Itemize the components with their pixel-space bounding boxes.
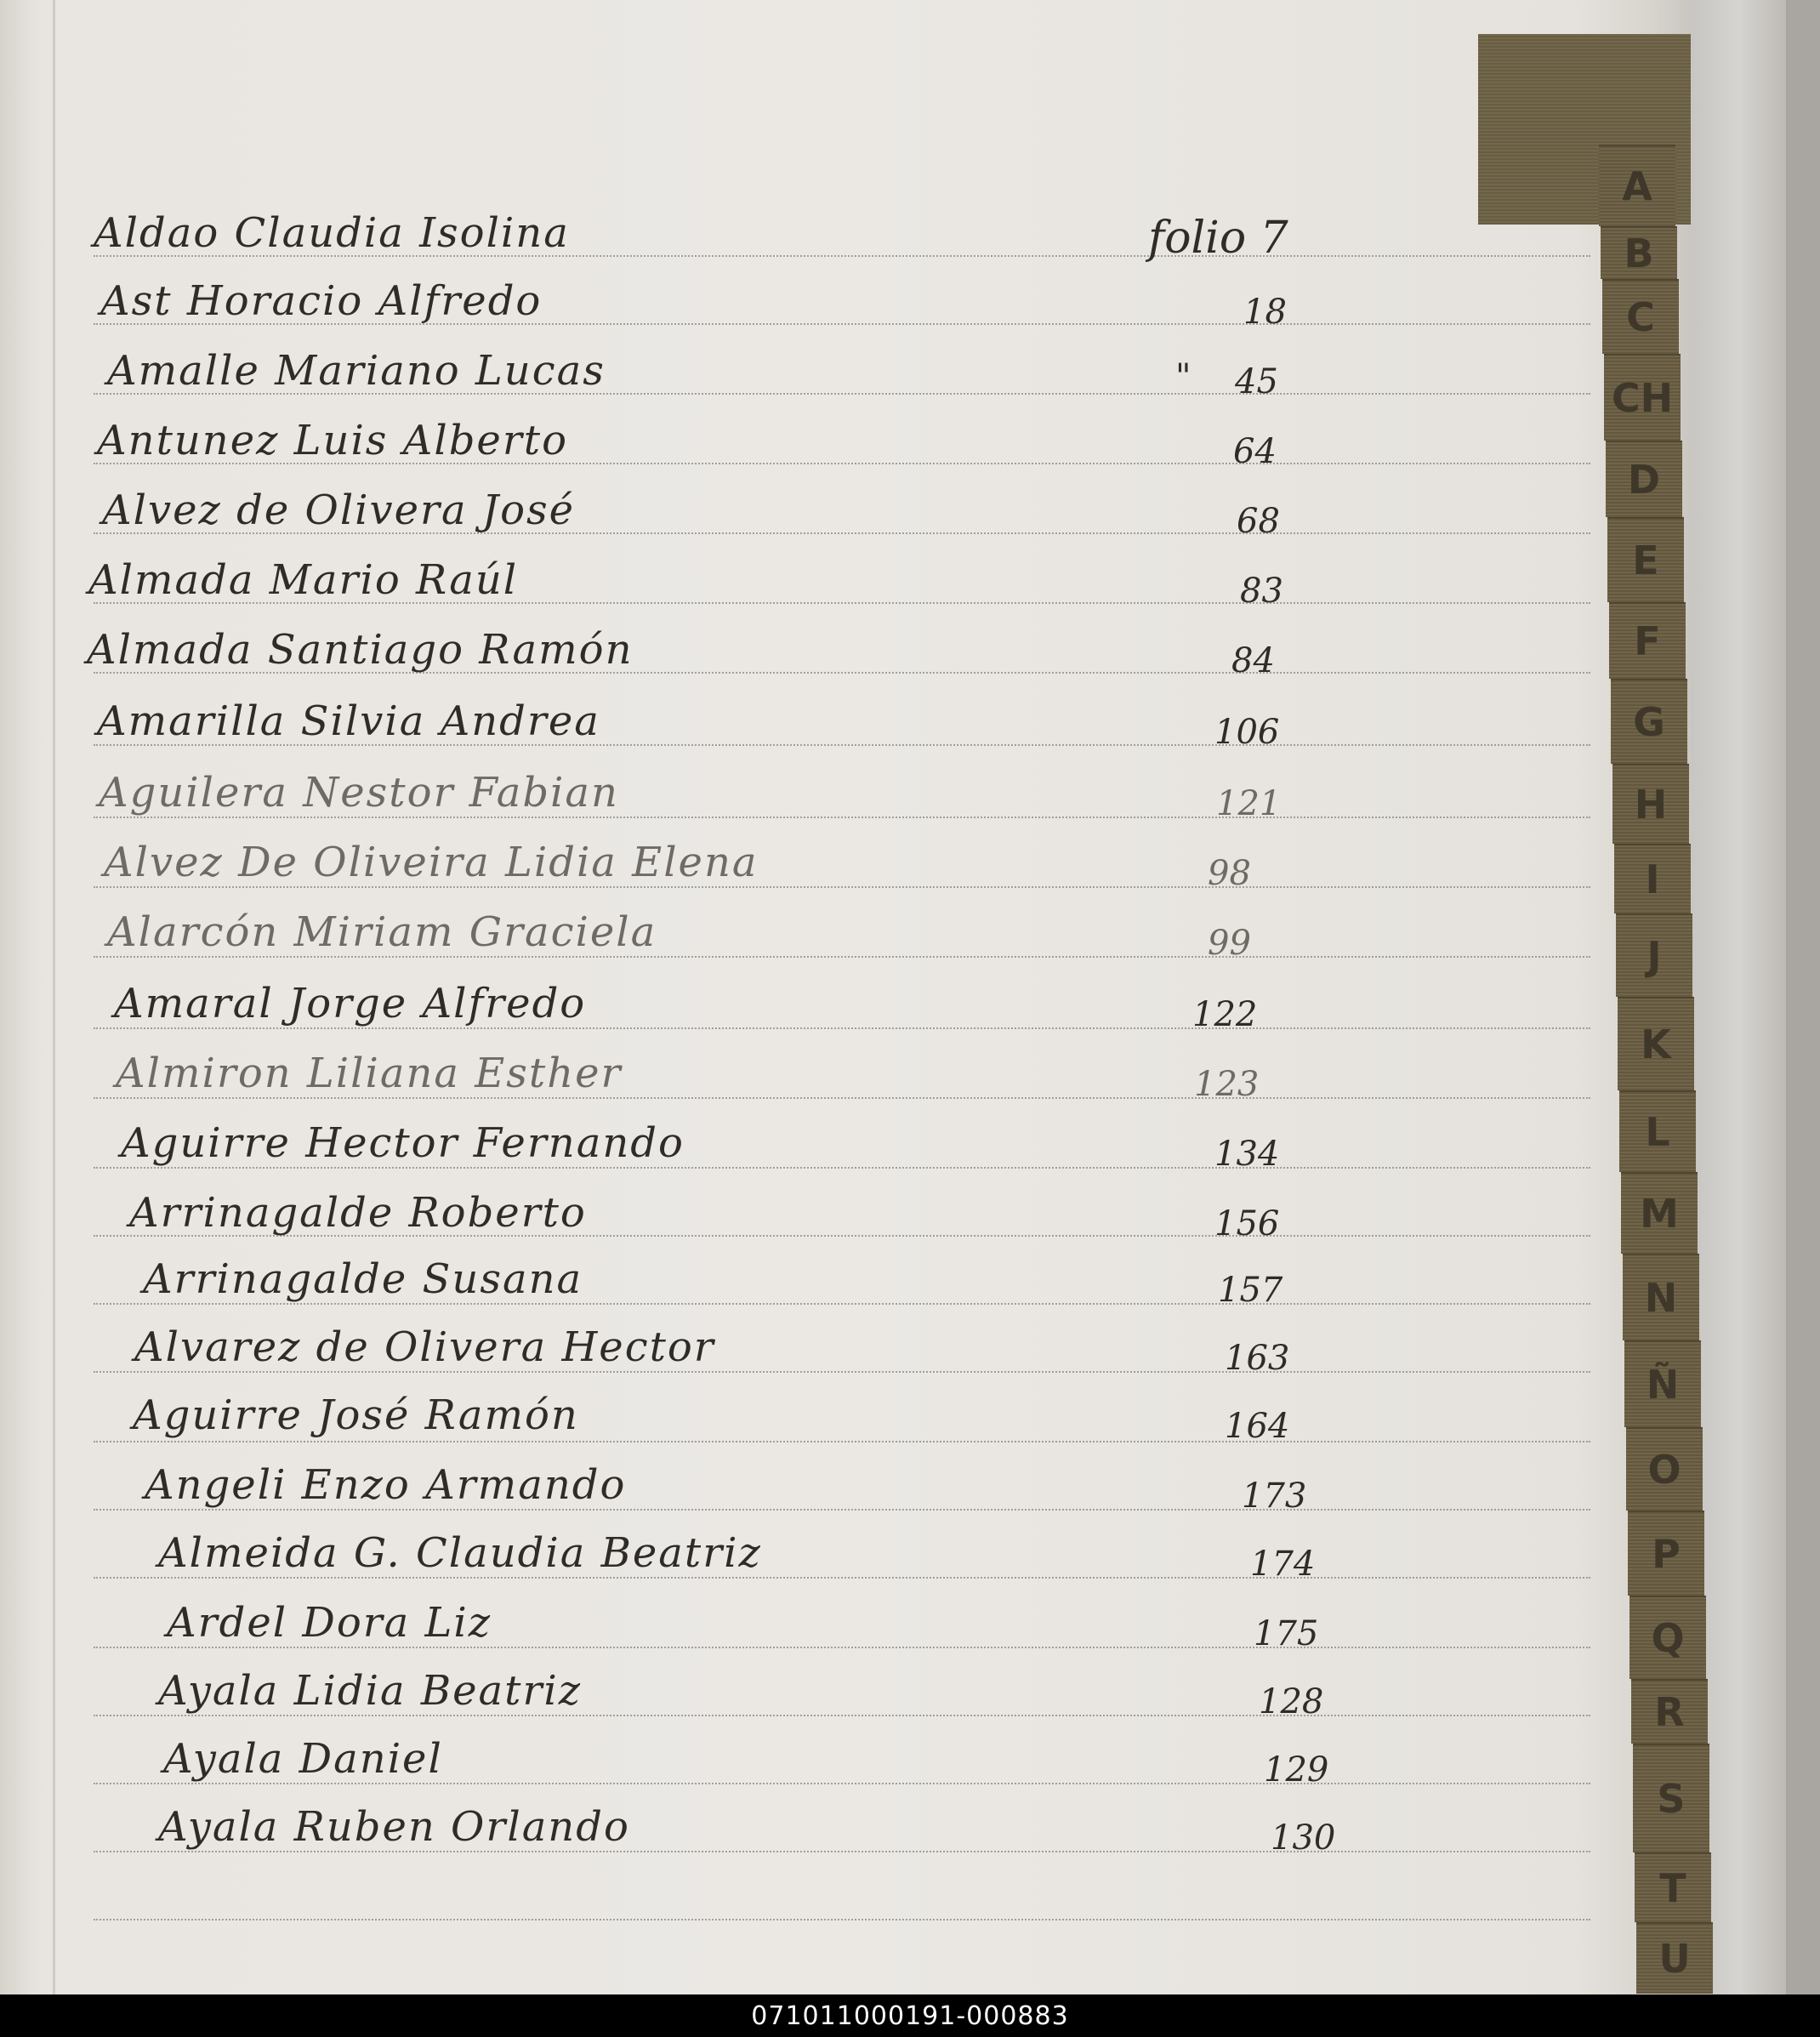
ruled-line: [94, 1509, 1590, 1511]
entry-name: Ayala Lidia Beatriz: [158, 1667, 583, 1715]
ruled-line: [94, 1167, 1590, 1169]
entry-name: Aguirre José Ramón: [133, 1391, 579, 1439]
index-tab[interactable]: C: [1602, 279, 1679, 354]
entry-name: Almada Santiago Ramón: [87, 626, 634, 674]
entry-folio: 121: [1216, 784, 1282, 823]
ruled-line: [94, 1851, 1590, 1852]
index-tab[interactable]: H: [1612, 764, 1689, 844]
index-tab[interactable]: T: [1635, 1852, 1711, 1922]
index-tab[interactable]: E: [1607, 517, 1684, 602]
entry-folio: 68: [1237, 502, 1280, 541]
entry-name: Arrinagalde Susana: [143, 1255, 583, 1303]
entry-folio: 163: [1225, 1339, 1290, 1378]
entry-folio: 175: [1254, 1614, 1319, 1653]
index-tab[interactable]: P: [1628, 1511, 1704, 1596]
entry-name: Ayala Daniel: [163, 1735, 443, 1783]
entry-folio: 18: [1243, 293, 1287, 332]
index-tab[interactable]: J: [1616, 913, 1692, 997]
index-tab[interactable]: Ñ: [1624, 1340, 1701, 1427]
ruled-line: [94, 1097, 1590, 1099]
entry-name: Almada Mario Raúl: [88, 556, 519, 604]
entry-name: Arrinagalde Roberto: [129, 1189, 587, 1237]
entry-folio: 123: [1194, 1065, 1260, 1104]
entry-folio: 156: [1214, 1204, 1280, 1243]
entry-name: Ardel Dora Liz: [167, 1599, 492, 1647]
ruled-line: [94, 1371, 1590, 1373]
index-tab[interactable]: CH: [1604, 354, 1681, 441]
index-tab[interactable]: N: [1623, 1254, 1699, 1340]
entry-name: Almiron Liliana Esther: [116, 1050, 623, 1097]
index-tab[interactable]: S: [1633, 1744, 1709, 1852]
binding-line: [53, 0, 55, 1994]
entry-folio: 106: [1214, 713, 1280, 752]
entry-name: Amaral Jorge Alfredo: [114, 980, 587, 1027]
entry-name: Angeli Enzo Armando: [145, 1461, 627, 1509]
entry-folio: 129: [1264, 1750, 1329, 1789]
ruled-line: [94, 1027, 1590, 1029]
page-edge-shadow: [1786, 0, 1820, 1994]
index-tab[interactable]: Q: [1629, 1596, 1706, 1679]
document-id-footer: 071011000191-000883: [0, 1994, 1820, 2037]
ruled-line: [94, 956, 1590, 958]
ruled-line: [94, 886, 1590, 888]
index-tab[interactable]: D: [1606, 441, 1682, 517]
index-tab[interactable]: I: [1614, 844, 1691, 913]
index-tab[interactable]: U: [1636, 1922, 1713, 1994]
entry-name: Amalle Mariano Lucas: [107, 347, 606, 395]
entry-folio: 134: [1214, 1135, 1280, 1174]
ruled-line: [94, 1715, 1590, 1716]
ditto-mark: ": [1175, 357, 1192, 396]
index-tab[interactable]: O: [1626, 1427, 1703, 1511]
entry-folio: 130: [1271, 1818, 1336, 1858]
entry-folio: 174: [1250, 1545, 1316, 1584]
index-tab[interactable]: B: [1601, 226, 1677, 279]
entry-name: Alvez de Olivera José: [102, 486, 576, 534]
entry-folio: 83: [1240, 572, 1283, 611]
entry-name: Alarcón Miriam Graciela: [107, 908, 657, 956]
entry-name: Ayala Ruben Orlando: [158, 1803, 630, 1851]
index-tab[interactable]: M: [1621, 1172, 1698, 1254]
index-tab[interactable]: G: [1611, 679, 1687, 764]
entry-name: Aldao Claudia Isolina: [94, 209, 570, 257]
ruled-line: [94, 1647, 1590, 1648]
index-tab[interactable]: K: [1618, 997, 1694, 1090]
entry-folio: 99: [1208, 924, 1251, 963]
index-tab[interactable]: R: [1631, 1679, 1708, 1744]
entry-name: Aguirre Hector Fernando: [121, 1119, 685, 1167]
entry-name: Antunez Luis Alberto: [97, 417, 568, 464]
entry-name: Alvez De Oliveira Lidia Elena: [104, 839, 759, 886]
entry-folio: 128: [1259, 1682, 1324, 1721]
entry-folio: 45: [1235, 362, 1278, 401]
index-tab[interactable]: A: [1599, 145, 1675, 226]
ruled-line: [94, 1919, 1590, 1920]
entry-name: Aguilera Nestor Fabian: [99, 769, 619, 817]
ruled-line: [94, 1303, 1590, 1305]
folio-header: folio 7: [1148, 213, 1288, 264]
entry-folio: 173: [1242, 1477, 1307, 1516]
entry-folio: 122: [1192, 995, 1258, 1034]
entry-folio: 98: [1208, 854, 1251, 893]
ruled-line: [94, 817, 1590, 818]
entry-folio: 157: [1218, 1271, 1283, 1310]
ruled-line: [94, 1577, 1590, 1579]
ruled-line: [94, 1783, 1590, 1784]
entry-name: Amarilla Silvia Andrea: [97, 697, 600, 745]
entry-folio: 164: [1225, 1407, 1290, 1446]
entry-name: Ast Horacio Alfredo: [100, 277, 543, 325]
entry-folio: 64: [1233, 432, 1277, 471]
entry-name: Almeida G. Claudia Beatriz: [158, 1529, 762, 1577]
entry-folio: 84: [1231, 641, 1275, 680]
index-tab[interactable]: L: [1619, 1090, 1696, 1172]
ruled-line: [94, 1441, 1590, 1442]
entry-name: Alvarez de Olivera Hector: [134, 1323, 715, 1371]
index-tab[interactable]: F: [1609, 602, 1686, 679]
